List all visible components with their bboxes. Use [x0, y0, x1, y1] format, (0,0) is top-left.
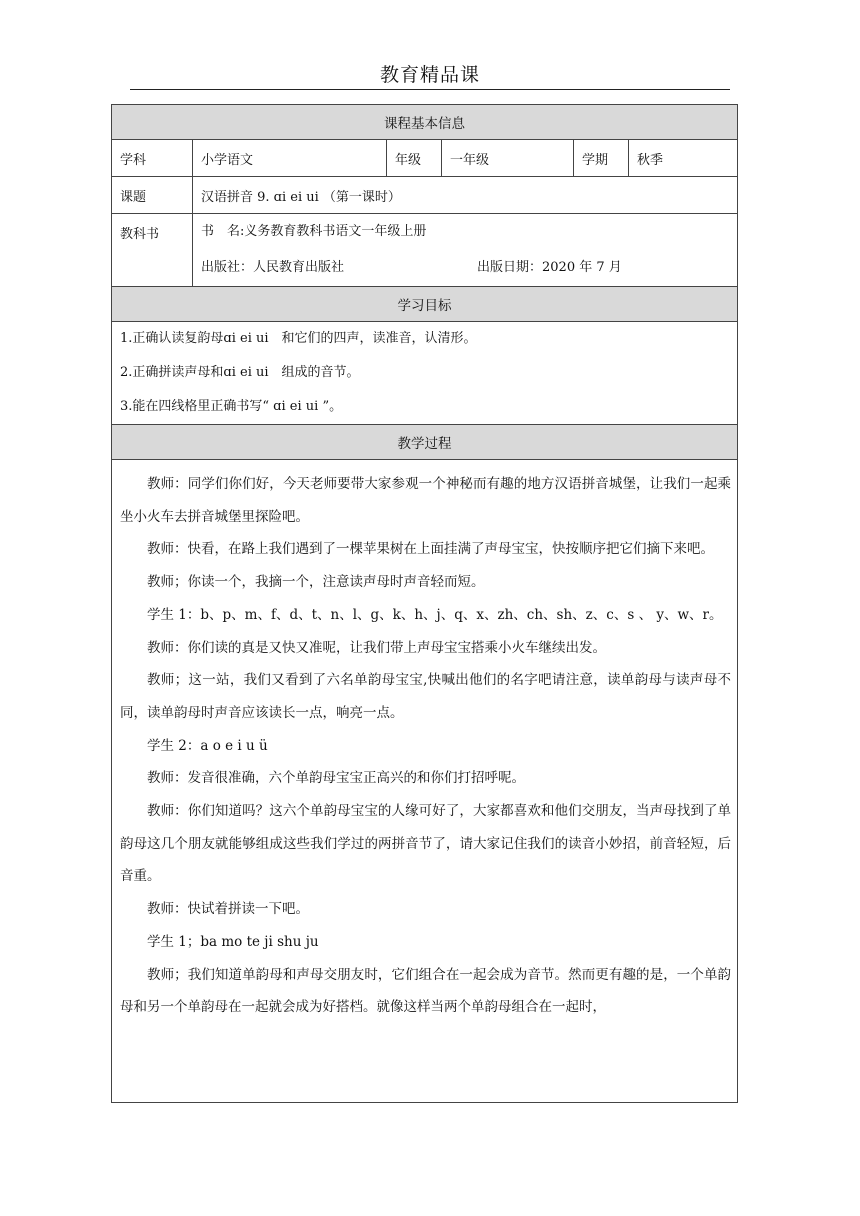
- process-paragraph: 教师：快试着拼读一下吧。: [147, 901, 309, 918]
- textbook-row: [112, 214, 738, 287]
- process-paragraph: 教师：发音很准确，六个单韵母宝宝正高兴的和你们打招呼呢。: [147, 770, 525, 787]
- process-paragraph: 学生 2：a o e i u ü: [147, 737, 268, 754]
- term-label: 学期: [574, 140, 629, 177]
- publisher: 出版社：人民教育出版社: [201, 260, 345, 275]
- process-paragraph: 教师：你们知道吗？这六个单韵母宝宝的人缘可好了，大家都喜欢和他们交朋友，当声母找到了单韵母这几个朋友就能够组成这些我们学过的两拼音节了，请大家记住我们的读音小妙招，前音轻短，后音重。: [120, 803, 732, 885]
- basic-info-section-title: 课程基本信息: [112, 105, 738, 140]
- process-paragraph: 学生 1：b、p、m、f、d、t、n、l、g、k、h、j、q、x、zh、ch、sh、z、c、s 、 y、w、r。: [147, 606, 723, 623]
- objective-item: 3.能在四线格里正确书写“ ɑi ei ui ”。: [120, 399, 343, 414]
- process-paragraph: 教师：同学们你们好，今天老师要带大家参观一个神秘而有趣的地方汉语拼音城堡，让我们一起乘坐小火车去拼音城堡里探险吧。: [120, 476, 732, 525]
- objectives-section-title: 学习目标: [112, 287, 738, 322]
- publisher-line: [193, 250, 737, 286]
- header-divider: [130, 89, 730, 90]
- process-paragraph: 教师：快看，在路上我们遇到了一棵苹果树在上面挂满了声母宝宝，快按顺序把它们摘下来吧。: [147, 541, 714, 558]
- grade-label: 年级: [387, 140, 442, 177]
- subject-label: 学科: [112, 140, 193, 177]
- objectives-list: [112, 322, 738, 425]
- page-header-title: 教育精品课: [379, 64, 480, 86]
- topic-row: [112, 177, 738, 214]
- subject-row: [112, 140, 738, 177]
- process-paragraph: 教师；我们知道单韵母和声母交朋友时，它们组合在一起会成为音节。然而更有趣的是，一个单韵母和另一个单韵母在一起就会成为好搭档。就像这样当两个单韵母组合在一起时，: [120, 966, 732, 1016]
- topic-label: 课题: [112, 177, 193, 214]
- objective-item: 2.正确拼读声母和ɑi ei ui 组成的音节。: [120, 365, 360, 380]
- process-paragraph: 教师：你们读的真是又快又准呢，让我们带上声母宝宝搭乘小火车继续出发。: [147, 639, 606, 656]
- textbook-details: [193, 214, 738, 287]
- process-paragraph: 教师；这一站，我们又看到了六名单韵母宝宝,快喊出他们的名字吧请注意，读单韵母与读声母不同，读单韵母时声音应该读长一点，响亮一点。: [120, 672, 732, 721]
- process-row: [112, 460, 738, 1103]
- subject-value: 小学语文: [193, 140, 387, 177]
- book-name: 书 名:义务教育教科书语文一年级上册: [201, 224, 427, 239]
- term-value: 秋季: [629, 140, 738, 177]
- process-content: [112, 460, 738, 1103]
- textbook-label: 教科书: [112, 214, 193, 287]
- process-section-title: 教学过程: [112, 425, 738, 460]
- process-paragraph: 学生 1；ba mo te ji shu ju: [147, 933, 319, 950]
- lesson-plan-table: [111, 104, 738, 1103]
- objectives-header-row: [112, 287, 738, 322]
- publication-date: 出版日期：2020 年 7 月: [477, 260, 622, 275]
- process-paragraph: 教师；你读一个，我摘一个，注意读声母时声音轻而短。: [147, 574, 485, 591]
- objective-item: 1.正确认读复韵母ɑi ei ui 和它们的四声，读准音，认清形。: [120, 331, 477, 346]
- objectives-row: [112, 322, 738, 425]
- process-header-row: [112, 425, 738, 460]
- basic-info-header-row: [112, 105, 738, 140]
- topic-value: 汉语拼音 9. ɑi ei ui （第一课时）: [193, 177, 738, 214]
- grade-value: 一年级: [442, 140, 574, 177]
